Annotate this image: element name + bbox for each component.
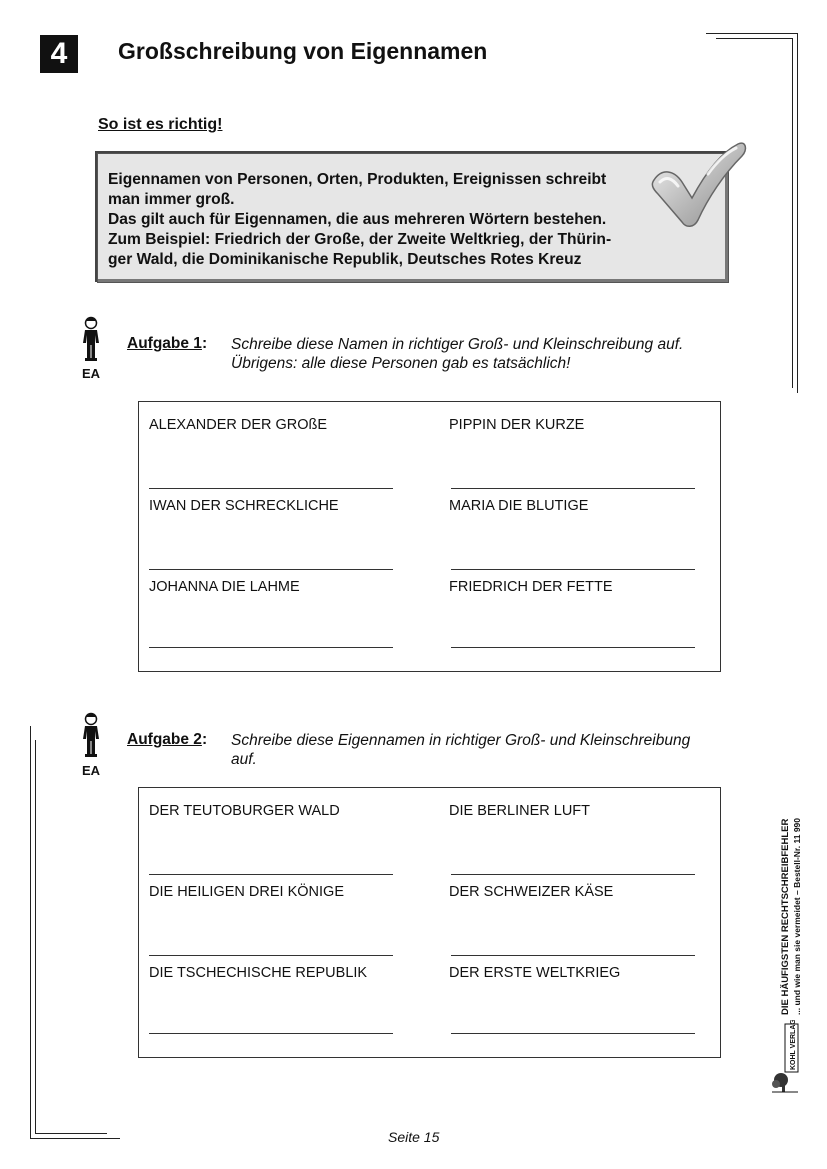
page-title: Großschreibung von Eigennamen [118,38,488,64]
task2-instruction-line: auf. [231,751,257,768]
sidebar-subtitle: ... und wie man sie vermeidet – Bestell-Nr. 11 990 [792,817,802,1015]
task2-label-text: Aufgabe 2 [127,731,202,748]
task1-instruction-line: Übrigens: alle diese Personen gab es tatsächlich! [231,355,571,372]
task1-answer-box [138,401,721,672]
task1-label-text: Aufgabe 1 [127,335,202,352]
task1-answer-line[interactable] [451,488,695,489]
chapter-number-badge: 4 [40,35,78,73]
task1-instruction [231,335,721,373]
rule-line: Zum Beispiel: Friedrich der Große, der Zweite Weltkrieg, der Thürin- [108,231,612,248]
rule-line: Das gilt auch für Eigennamen, die aus mehreren Wörtern bestehen. [108,211,607,228]
task1-item: JOHANNA DIE LAHME [149,579,300,595]
corner-line-bottom-inner [35,1133,107,1134]
task2-answer-line[interactable] [149,1033,393,1034]
person-icon [78,315,104,363]
task1-item: IWAN DER SCHRECKLICHE [149,498,339,514]
task2-item: DIE TSCHECHISCHE REPUBLIK [149,965,368,981]
person-icon [78,711,104,759]
ea-badge: EA [81,763,101,778]
page-number: Seite 15 [388,1129,440,1145]
task2-item: DER TEUTOBURGER WALD [149,803,340,819]
publisher-name: KOHL VERLAG [790,1020,797,1070]
corner-line-left [30,726,31,1139]
task1-label [127,335,207,353]
task1-item: ALEXANDER DER GROßE [149,417,328,433]
sidebar-publication-info [776,765,810,1017]
task1-instruction-line: Schreibe diese Namen in richtiger Groß- und Kleinschreibung auf. [231,336,684,353]
task2-answer-box [138,787,721,1058]
corner-line-top [706,33,798,34]
task2-item: DER SCHWEIZER KÄSE [449,884,614,900]
task1-label-colon: : [201,335,208,352]
sidebar-title: DIE HÄUFIGSTEN RECHTSCHREIBFEHLER [780,818,791,1015]
task2-instruction [231,731,721,769]
task2-answer-line[interactable] [149,874,393,875]
publisher-logo [768,1020,802,1096]
corner-line-top-inner [716,38,793,39]
rule-text [108,170,653,270]
corner-line-right [797,33,798,393]
ea-badge: EA [81,366,101,381]
task2-answer-line[interactable] [451,1033,695,1034]
task2-item: DIE HEILIGEN DREI KÖNIGE [149,884,344,900]
task1-answer-line[interactable] [451,647,695,648]
task1-answer-line[interactable] [149,488,393,489]
task2-label-colon: : [201,731,208,748]
task2-answer-line[interactable] [451,874,695,875]
task2-answer-line[interactable] [451,955,695,956]
corner-line-bottom [30,1138,120,1139]
task1-answer-line[interactable] [149,647,393,648]
task1-answer-line[interactable] [451,569,695,570]
task2-answer-line[interactable] [149,955,393,956]
rule-line: ger Wald, die Dominikanische Republik, Deutsches Rotes Kreuz [108,251,582,268]
corner-line-left-inner [35,740,36,1134]
rule-line: Eigennamen von Personen, Orten, Produkten, Ereignissen schreibt [108,171,607,188]
task1-answer-line[interactable] [149,569,393,570]
rule-line: man immer groß. [108,191,235,208]
rule-heading: So ist es richtig! [98,116,223,133]
checkmark-icon [648,138,748,230]
task2-item: DIE BERLINER LUFT [449,803,590,819]
task1-item: PIPPIN DER KURZE [449,417,585,433]
task1-item: MARIA DIE BLUTIGE [449,498,589,514]
task2-label [127,731,207,749]
task1-item: FRIEDRICH DER FETTE [449,579,613,595]
corner-line-right-inner [792,38,793,388]
task2-item: DER ERSTE WELTKRIEG [449,965,621,981]
task2-instruction-line: Schreibe diese Eigennamen in richtiger Groß- und Kleinschreibung [231,732,691,749]
